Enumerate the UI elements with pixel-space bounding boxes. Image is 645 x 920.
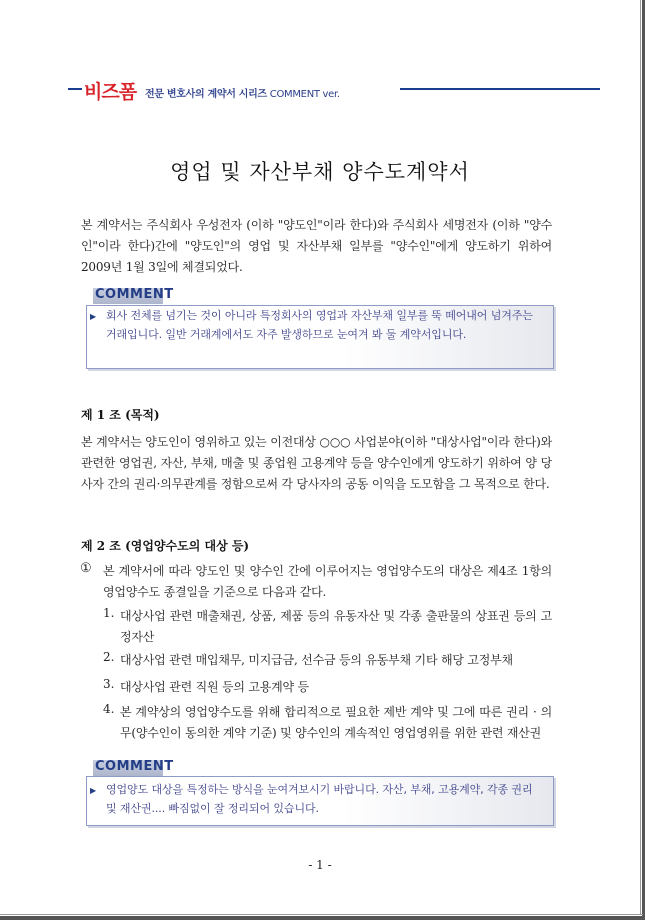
list-item-number: 2. [103,650,115,664]
list-item-text: 대상사업 관련 매출채권, 상품, 제품 등의 유동자산 및 각종 출판물의 상표권 등의 고정자산 [120,609,552,644]
comment-arrow-icon: ▶ [90,312,97,321]
series-subtitle-bold: 전문 변호사의 계약서 시리즈 [145,89,267,100]
clause-1-text: 본 계약서에 따라 양도인 및 양수인 간에 이루어지는 영업양수도의 대상은 제4조 1항의 영업양수도 종결일을 기준으로 다음과 같다. [103,564,552,599]
page-border-bottom [0,914,643,915]
list-item-number: 3. [103,677,115,691]
article-1-heading: 제 1 조 (목적) [81,408,160,422]
clause-1-marker: ① [80,561,92,576]
document-title: 영업 및 자산부채 양수도계약서 [170,160,470,184]
page-shadow-bottom [0,916,645,920]
list-item-number: 1. [103,606,115,620]
comment-arrow-icon: ▶ [90,786,97,795]
comment-text: 회사 전체를 넘기는 것이 아니라 특정회사의 영업과 자산부채 일부를 뚝 떼어내어 넘겨주는 거래입니다. 일반 거래계에서도 자주 발생하므로 눈여겨 봐 둘 계약서입니다. [106,309,533,341]
list-item-number: 4. [103,702,115,716]
article-1-body: 본 계약서는 양도인이 영위하고 있는 이전대상 ○○○ 사업분야(이하 "대상사업"이라 한다)와 관련한 영업권, 자산, 부채, 매출 및 종업원 고용계약 등을 양수인에게 양도하기 위하여 양 당사자 간의 권리·의무관계를 정함으로써 각 당사자의 공동 이익을 도모함을 그 목적으로 한다. [81,435,552,491]
brand-logo: 비즈폼 [84,81,137,103]
intro-paragraph: 본 계약서는 주식회사 우성전자 (이하 "양도인"이라 한다)와 주식회사 세명전자 (이하 "양수인"이라 한다)간에 "양도인"의 영업 및 자산부채 일부를 "양수인"에게 양도하기 위하여 2009년 1월 3일에 체결되었다. [81,218,552,274]
series-subtitle-tail: COMMENT ver. [269,89,340,100]
header-stripe-right [400,88,600,90]
header-stripe-left [68,88,82,90]
page-number: - 1 - [308,858,332,872]
list-item-text: 본 계약상의 영업양수도를 위해 합리적으로 필요한 제반 계약 및 그에 따른 권리 · 의무(양수인이 동의한 계약 기준) 및 양수인의 계속적인 영업영위를 위한 관련 재산권 [120,705,552,740]
list-item-text: 대상사업 관련 직원 등의 고용계약 등 [120,680,309,694]
article-2-heading: 제 2 조 (영업양수도의 대상 등) [81,539,250,553]
comment-label: COMMENT [95,759,174,774]
series-subtitle [145,85,340,100]
page-border-right [640,0,641,914]
list-item-text: 대상사업 관련 매입채무, 미지급금, 선수금 등의 유동부채 기타 해당 고정부채 [120,653,513,667]
comment-label: COMMENT [95,287,174,302]
comment-text: 영업양도 대상을 특정하는 방식을 눈여겨보시기 바랍니다. 자산, 부채, 고용계약, 각종 권리 및 재산권.... 빠짐없이 잘 정리되어 있습니다. [106,783,533,815]
